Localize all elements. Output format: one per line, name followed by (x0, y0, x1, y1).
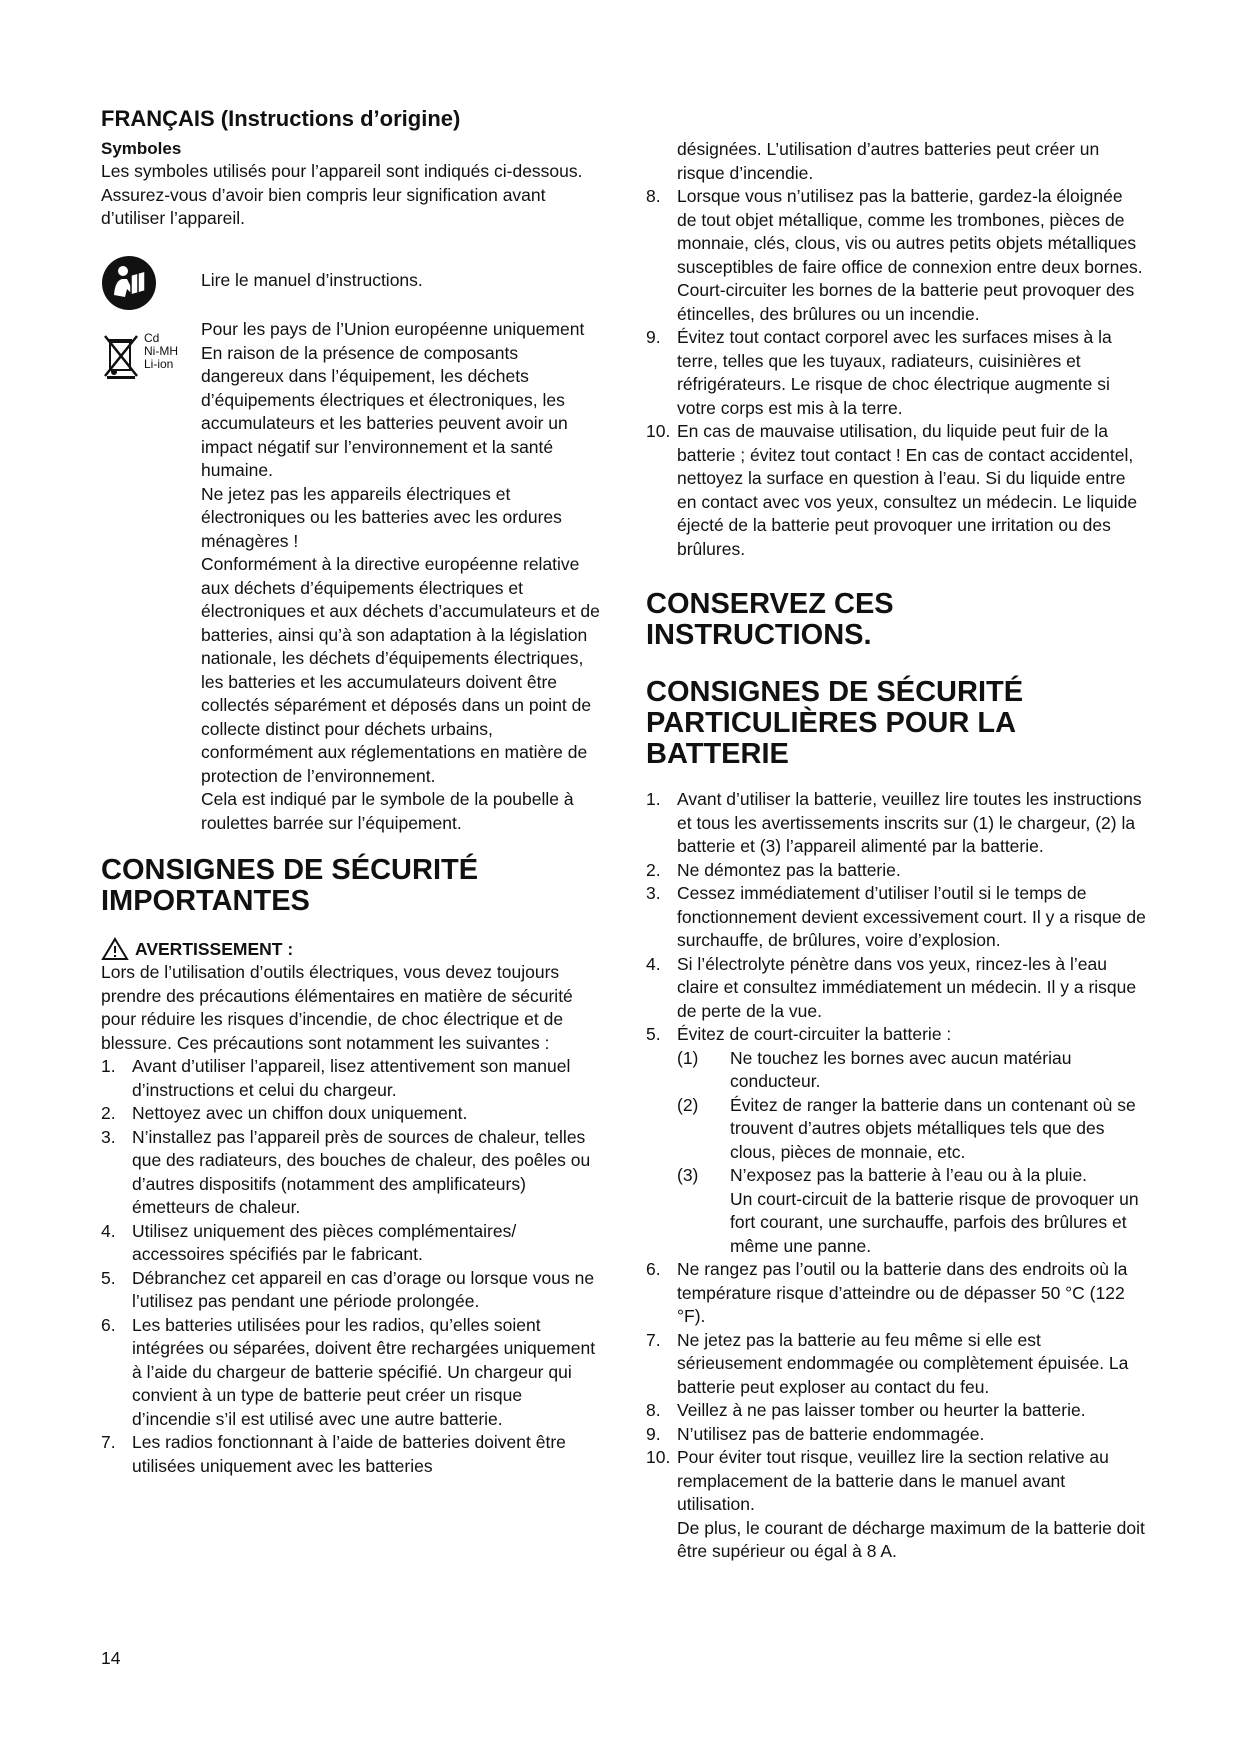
weee-text-2: En raison de la présence de composants dangereux dans l’équipement, les déchets d’équipements électriques et électroniques, les accumulateurs et les batteries peuvent avoir un impact négatif sur l’environnement et la santé humaine. (201, 342, 568, 480)
battery-heading-line1: CONSIGNES DE SÉCURITÉ (646, 676, 1024, 708)
list-item: 1. Avant d’utiliser la batterie, veuillez lire toutes les instructions et tous les avertissements inscrits sur (1) le chargeur, (2) la batterie et (3) l’appareil alimenté par la batterie. (646, 789, 1142, 856)
battery-heading-line2: PARTICULIÈRES POUR LA (646, 707, 1017, 739)
conserve-heading-line2: INSTRUCTIONS. (646, 619, 872, 651)
list-item: 3. N’installez pas l’appareil près de sources de chaleur, telles que des radiateurs, des bouches de chaleur, des poêles ou d’autres dispositifs (notamment des amplificateurs) émetteurs de chaleur. (101, 1126, 591, 1217)
crossed-bin-icon (101, 318, 201, 835)
safety-list-continued (646, 138, 1146, 561)
symbols-intro: Les symboles utilisés pour l’appareil sont indiqués ci-dessous. Assurez-vous d’avoir bien compris leur signification avant d’utiliser l’appareil. (101, 161, 583, 228)
list-item: 6. Ne rangez pas l’outil ou la batterie dans des endroits où la température risque d’atteindre ou de dépasser 50 °C (122 °F). (646, 1259, 1128, 1326)
sub-list-item: (2) Évitez de ranger la batterie dans un contenant où se trouvent d’autres objets métalliques tels que des clous, pièces de monnaie, etc. (677, 1094, 1136, 1162)
left-column (101, 106, 601, 1478)
weee-text-5: Cela est indiqué par le symbole de la poubelle à roulettes barrée sur l’équipement. (201, 789, 574, 833)
right-column (646, 138, 1146, 1564)
list-item: 9. Évitez tout contact corporel avec les surfaces mises à la terre, telles que les tuyaux, radiateurs, cuisinières et réfrigérateurs. Le risque de choc électrique augmente si votre corps est mis à la terre. (646, 327, 1112, 418)
safety-heading-line2: IMPORTANTES (101, 885, 310, 917)
list-item: 7. Ne jetez pas la batterie au feu même si elle est sérieusement endommagée ou complètement épuisée. La batterie peut exploser au contact du feu. (646, 1329, 1129, 1397)
weee-text-3: Ne jetez pas les appareils électriques et électroniques ou les batteries avec les ordures ménagères ! (201, 483, 562, 551)
list-item: 2. Ne démontez pas la batterie. (646, 859, 901, 880)
list-item: 10. En cas de mauvaise utilisation, du liquide peut fuir de la batterie ; évitez tout contact ! En cas de contact accidentel, nettoyez la surface en question à l’eau. Si du liquide entre en contact avec vos yeux, consultez un médecin. Le liquide éjecté de la batterie peut provoquer une irritation ou des brûlures. (646, 421, 1138, 559)
weee-text-4: Conformément à la directive européenne relative aux déchets d’équipements électriques et électroniques et aux déchets d’accumulateurs et de batteries, ainsi qu’à son adaptation à la législation nationale, les déchets d’équipements électriques, les batteries et les accumulateurs doivent être collectés séparément et déposés dans un point de collecte distinct pour déchets urbains, conformément aux réglementations en matière de protection de l’environnement. (201, 554, 600, 786)
label-liion: Li-ion (144, 357, 174, 371)
page-number: 14 (101, 1648, 121, 1668)
conserve-heading (646, 589, 1146, 651)
battery-sub-note: Un court-circuit de la batterie risque de provoquer un fort courant, une surchauffe, parfois des brûlures et même une panne. (730, 1188, 1139, 1256)
list-item: 5. Évitez de court-circuiter la batterie : (1) Ne touchez les bornes avec aucun matériau conducteur. (2) Évitez de ranger la batterie dans un contenant où se trouvent d’autres objets métalliques tels que des clous, pièces de monnaie, etc. (3) N’exposez pas la batterie à l’eau ou à la pluie. Un court-circuit de la batterie risque de provoquer un fort courant, une surchauffe, parfois des brûlures et même une panne. (646, 1023, 1146, 1258)
safety-list (101, 1055, 601, 1478)
list-item: 2. Nettoyez avec un chiffon doux uniquement. (101, 1103, 468, 1123)
list-item: 6. Les batteries utilisées pour les radios, qu’elles soient intégrées ou séparées, doivent être rechargées uniquement à l’aide du chargeur de batterie spécifié. Un chargeur qui convient à un type de batterie peut créer un risque d’incendie s’il est utilisé avec une autre batterie. (101, 1314, 596, 1429)
label-cd: Cd (144, 331, 160, 345)
list-item: 1. Avant d’utiliser l’appareil, lisez attentivement son manuel d’instructions et celui du chargeur. (101, 1056, 571, 1100)
symbol-weee-row (101, 318, 601, 835)
list-item: 10. Pour éviter tout risque, veuillez lire la section relative au remplacement de la batterie dans le manuel avant utilisation. De plus, le courant de décharge maximum de la batterie doit être supérieur ou égal à 8 A. (646, 1446, 1146, 1564)
safety-heading (101, 855, 601, 917)
list-item: 9. N’utilisez pas de batterie endommagée. (646, 1423, 985, 1444)
symbol-manual-text: Lire le manuel d’instructions. (201, 269, 423, 290)
battery-sub-list (677, 1047, 1146, 1188)
warning-header (101, 937, 601, 961)
list-item: 7. Les radios fonctionnant à l’aide de batteries doivent être utilisées uniquement avec les batteries (101, 1432, 566, 1476)
warning-triangle-icon (101, 937, 129, 961)
battery-heading-line3: BATTERIE (646, 738, 789, 770)
weee-text-1: Pour les pays de l’Union européenne uniquement (201, 319, 585, 339)
battery-list (646, 788, 1146, 1564)
list-item: 8. Lorsque vous n’utilisez pas la batterie, gardez-la éloignée de tout objet métallique, comme les trombones, pièces de monnaie, clés, clous, vis ou autres petits objets métalliques susceptibles de faire office de connexion entre deux bornes. Court-circuiter les bornes de la batterie peut provoquer des étincelles, des brûlures ou un incendie. (646, 186, 1143, 324)
list-item: 4. Utilisez uniquement des pièces complémentaires/ accessoires spécifiés par le fabricant. (101, 1220, 517, 1264)
battery-heading (646, 677, 1146, 770)
list-item: 8. Veillez à ne pas laisser tomber ou heurter la batterie. (646, 1400, 1086, 1420)
symbols-title: Symboles (101, 139, 182, 158)
sub-list-item: (1) Ne touchez les bornes avec aucun matériau conducteur. (677, 1047, 1072, 1091)
conserve-heading-line1: CONSERVEZ CES (646, 588, 894, 620)
safety-heading-line1: CONSIGNES DE SÉCURITÉ (101, 854, 479, 886)
battery-final-note: De plus, le courant de décharge maximum de la batterie doit être supérieur ou égal à 8 A. (677, 1517, 1145, 1561)
sub-list-item: (3) N’exposez pas la batterie à l’eau ou à la pluie. (677, 1165, 1088, 1185)
list-item: 5. Débranchez cet appareil en cas d’orage ou lorsque vous ne l’utilisez pas pendant une période prolongée. (101, 1267, 595, 1311)
list-item: désignées. L’utilisation d’autres batteries peut créer un risque d’incendie. (677, 139, 1100, 183)
language-title: FRANÇAIS (Instructions d’origine) (101, 106, 461, 131)
warning-intro: Lors de l’utilisation d’outils électriques, vous devez toujours prendre des précautions élémentaires en matière de sécurité pour réduire les risques d’incendie, de choc électrique et de blessure. Ces précautions sont notamment les suivantes : (101, 962, 573, 1053)
read-manual-icon (101, 261, 201, 293)
battery-chemistry-labels (144, 332, 178, 371)
warning-label: AVERTISSEMENT : (135, 939, 294, 959)
list-item: 3. Cessez immédiatement d’utiliser l’outil si le temps de fonctionnement devient excessivement court. Il y a risque de surchauffe, de brûlures, voire d’explosion. (646, 883, 1146, 950)
list-item: 4. Si l’électrolyte pénètre dans vos yeux, rincez-les à l’eau claire et consultez immédiatement un médecin. Il y a risque de perte de la vue. (646, 953, 1137, 1021)
symbol-manual-row (101, 261, 601, 293)
label-nimh: Ni-MH (144, 344, 178, 358)
